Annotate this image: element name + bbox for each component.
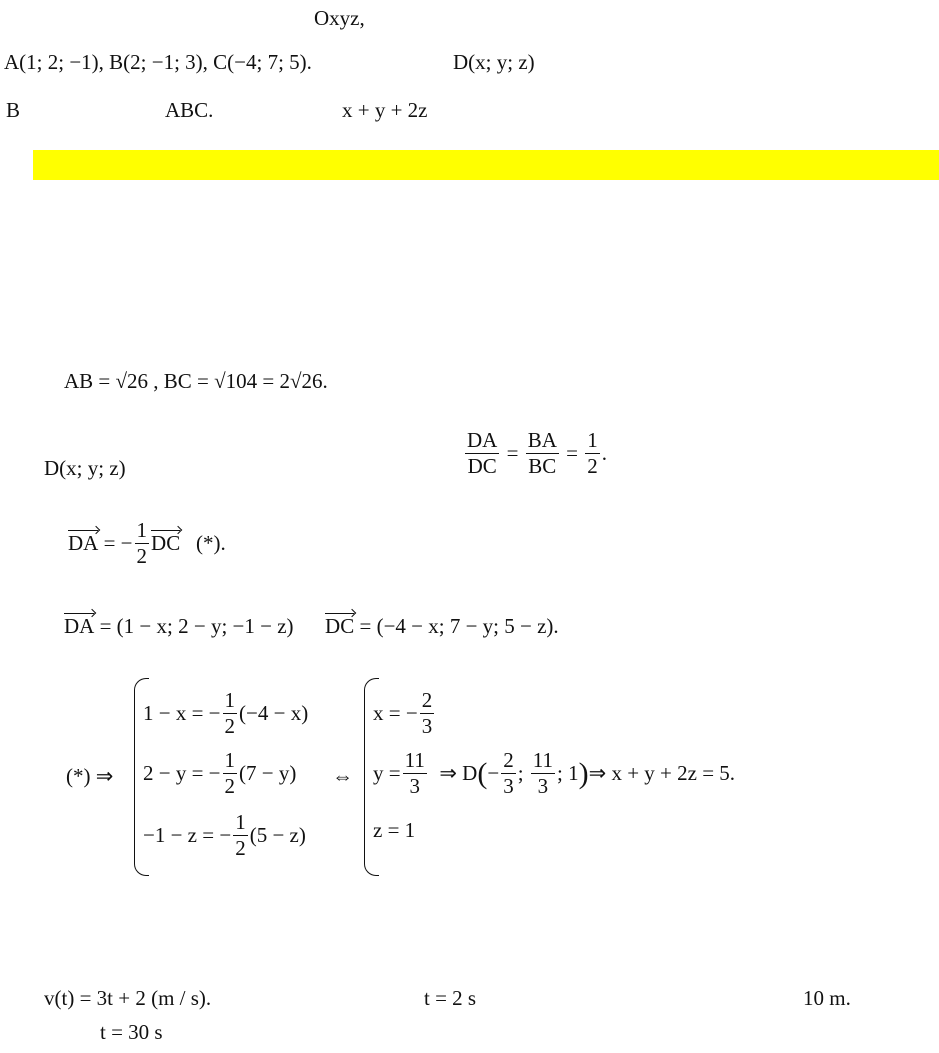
vector-dc: DC [151, 531, 181, 555]
side-lengths: AB = √26 , BC = √104 = 2√26. [64, 369, 328, 393]
vector-relation: DA = − $\frac{1}{2}$ DC (*). [68, 518, 226, 568]
system-eq-1: 1 − x = − $\frac{1}{2}$ (−4 − x) [143, 688, 309, 738]
target-expression: x + y + 2z [342, 98, 428, 122]
solution-y-and-result: y = $\frac{11}{3}$ ⇒ D ( − $\frac{2}{3}$ ; $\frac{11}{3}$ ; 1 ) ⇒ x + y + 2z = 5. [373, 748, 736, 798]
system-eq-3: −1 − z = − $\frac{1}{2}$ (5 − z) [143, 810, 306, 860]
ratio-one-half: $\frac{1}{2}$ [587, 428, 598, 478]
system-eq-2: 2 − y = − $\frac{1}{2}$ (7 − y) [143, 748, 297, 798]
distance-value: 10 m. [803, 986, 851, 1010]
ratio-da-dc: $\frac{DA}{DC}$ [467, 428, 498, 478]
time-value-1: t = 2 s [424, 986, 477, 1010]
time-value-2: t = 30 s [100, 1020, 163, 1044]
point-b-label: B [6, 98, 21, 122]
solution-x: x = − $\frac{2}{3}$ [373, 688, 433, 738]
solution-z: z = 1 [373, 818, 416, 842]
system-start: (*) ⇒ [66, 764, 114, 788]
ratio-equation: $\frac{DA}{DC}$ = $\frac{BA}{BC}$ = $\frac{1}{2}$ . [467, 428, 607, 478]
point-d-definition: D(x; y; z) [453, 50, 535, 74]
highlight-bar [33, 150, 939, 180]
vector-da: DA [68, 531, 99, 555]
equivalence-arrow: ⇔ [332, 764, 353, 788]
coordinate-system-label: Oxyz, [314, 6, 365, 30]
vector-components: DA = (1 − x; 2 − y; −1 − z) DC = (−4 − x; 7 − y; 5 − z). [64, 614, 559, 638]
velocity-function: v(t) = 3t + 2 (m / s). [44, 986, 212, 1010]
ratio-ba-bc: $\frac{BA}{BC}$ [527, 428, 557, 478]
point-d-label: D(x; y; z) [44, 456, 126, 480]
triangle-label: ABC. [165, 98, 214, 122]
given-points: A(1; 2; −1), B(2; −1; 3), C(−4; 7; 5). [4, 50, 312, 74]
